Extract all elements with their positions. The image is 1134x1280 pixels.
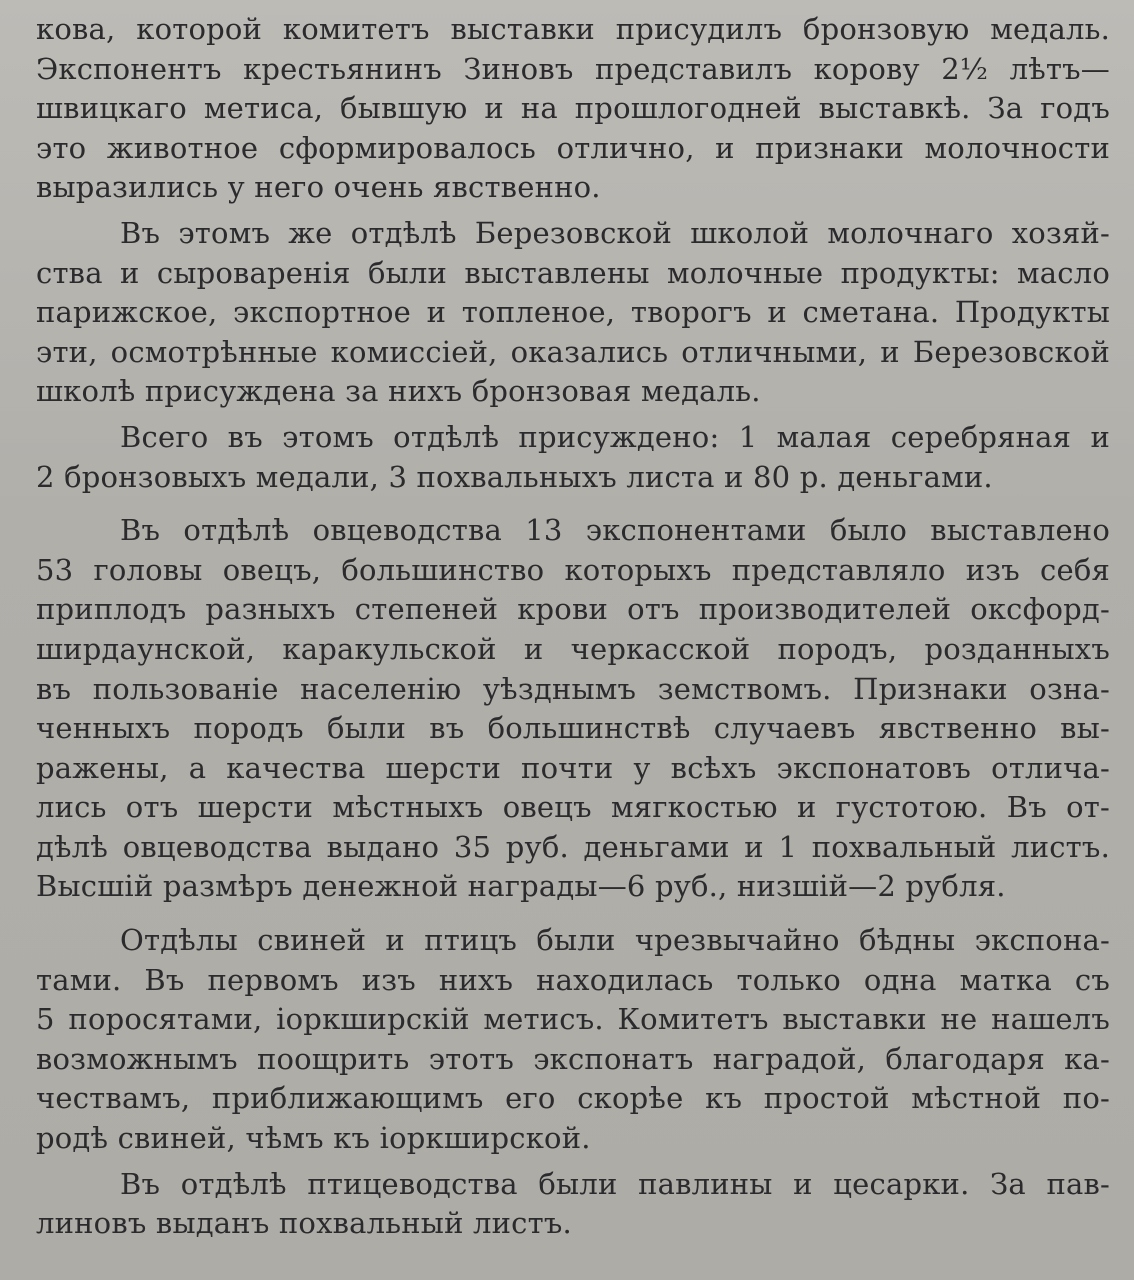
- paragraph-dairy-products: [36, 214, 1110, 412]
- text-line: 53 головы овецъ, большинство которыхъ представляло изъ себя: [36, 552, 1110, 587]
- text-line: лись отъ шерсти мѣстныхъ овецъ мягкостью и густотою. Въ от-: [36, 790, 1110, 825]
- text-line: 2 бронзовыхъ медали, 3 похвальныхъ листа и 80 р. деньгами.: [36, 459, 993, 494]
- text-line: эти, осмотрѣнные комиссіей, оказались отличными, и Березовской: [36, 334, 1110, 369]
- text-line: тами. Въ первомъ изъ нихъ находилась только одна матка съ: [36, 962, 1110, 997]
- text-line: чествамъ, приближающимъ его скорѣе къ простой мѣстной по-: [36, 1081, 1110, 1116]
- text-line: кова, которой комитетъ выставки присудилъ бронзовую медаль.: [36, 12, 1110, 46]
- text-line: родѣ свиней, чѣмъ къ іоркширской.: [36, 1121, 591, 1156]
- text-line: Въ отдѣлѣ птицеводства были павлины и цесарки. За пав-: [120, 1166, 1110, 1201]
- text-line: Экспонентъ крестьянинъ Зиновъ представилъ корову 2½ лѣтъ—: [36, 51, 1110, 86]
- text-line: дѣлѣ овцеводства выдано 35 руб. деньгами и 1 похвальный листъ.: [36, 829, 1110, 864]
- text-line: Въ отдѣлѣ овцеводства 13 экспонентами было выставлено: [120, 513, 1110, 548]
- paragraph-pigs-poultry: [36, 921, 1110, 1159]
- text-line: Отдѣлы свиней и птицъ были чрезвычайно бѣдны экспона-: [120, 923, 1110, 958]
- paragraph-awards-total: [36, 418, 1110, 497]
- text-line: линовъ выданъ похвальный листъ.: [36, 1206, 572, 1241]
- text-line: 5 поросятами, іоркширскій метисъ. Комитетъ выставки не нашелъ: [36, 1002, 1110, 1037]
- text-line: ражены, а качества шерсти почти у всѣхъ экспонатовъ отлича-: [36, 750, 1110, 785]
- text-line: это животное сформировалось отлично, и признаки молочности: [36, 130, 1110, 165]
- text-line: ширдаунской, каракульской и черкасской породъ, розданныхъ: [36, 631, 1110, 666]
- text-line: Въ этомъ же отдѣлѣ Березовской школой молочнаго хозяй-: [120, 215, 1110, 250]
- paragraph-cow-exhibit: [36, 10, 1110, 208]
- paragraph-poultry: [36, 1165, 1110, 1244]
- text-line: возможнымъ поощрить этотъ экспонатъ наградой, благодаря ка-: [36, 1041, 1110, 1076]
- text-line: школѣ присуждена за нихъ бронзовая медаль.: [36, 374, 761, 409]
- text-line: швицкаго метиса, бывшую и на прошлогодней выставкѣ. За годъ: [36, 91, 1110, 126]
- text-line: ства и сыроваренія были выставлены молочные продукты: масло: [36, 255, 1110, 290]
- text-line: ченныхъ породъ были въ большинствѣ случаевъ явственно вы-: [36, 711, 1110, 746]
- text-line: приплодъ разныхъ степеней крови отъ производителей оксфорд-: [36, 592, 1110, 627]
- text-line: въ пользованіе населенію уѣзднымъ земствомъ. Признаки озна-: [36, 671, 1110, 706]
- text-line: Высшій размѣръ денежной награды—6 руб., низшій—2 рубля.: [36, 869, 1006, 904]
- text-line: Всего въ этомъ отдѣлѣ присуждено: 1 малая серебряная и: [120, 419, 1110, 454]
- text-line: выразились у него очень явственно.: [36, 170, 601, 205]
- paragraph-sheep-breeding: [36, 511, 1110, 907]
- text-line: парижское, экспортное и топленое, творогъ и сметана. Продукты: [36, 295, 1110, 330]
